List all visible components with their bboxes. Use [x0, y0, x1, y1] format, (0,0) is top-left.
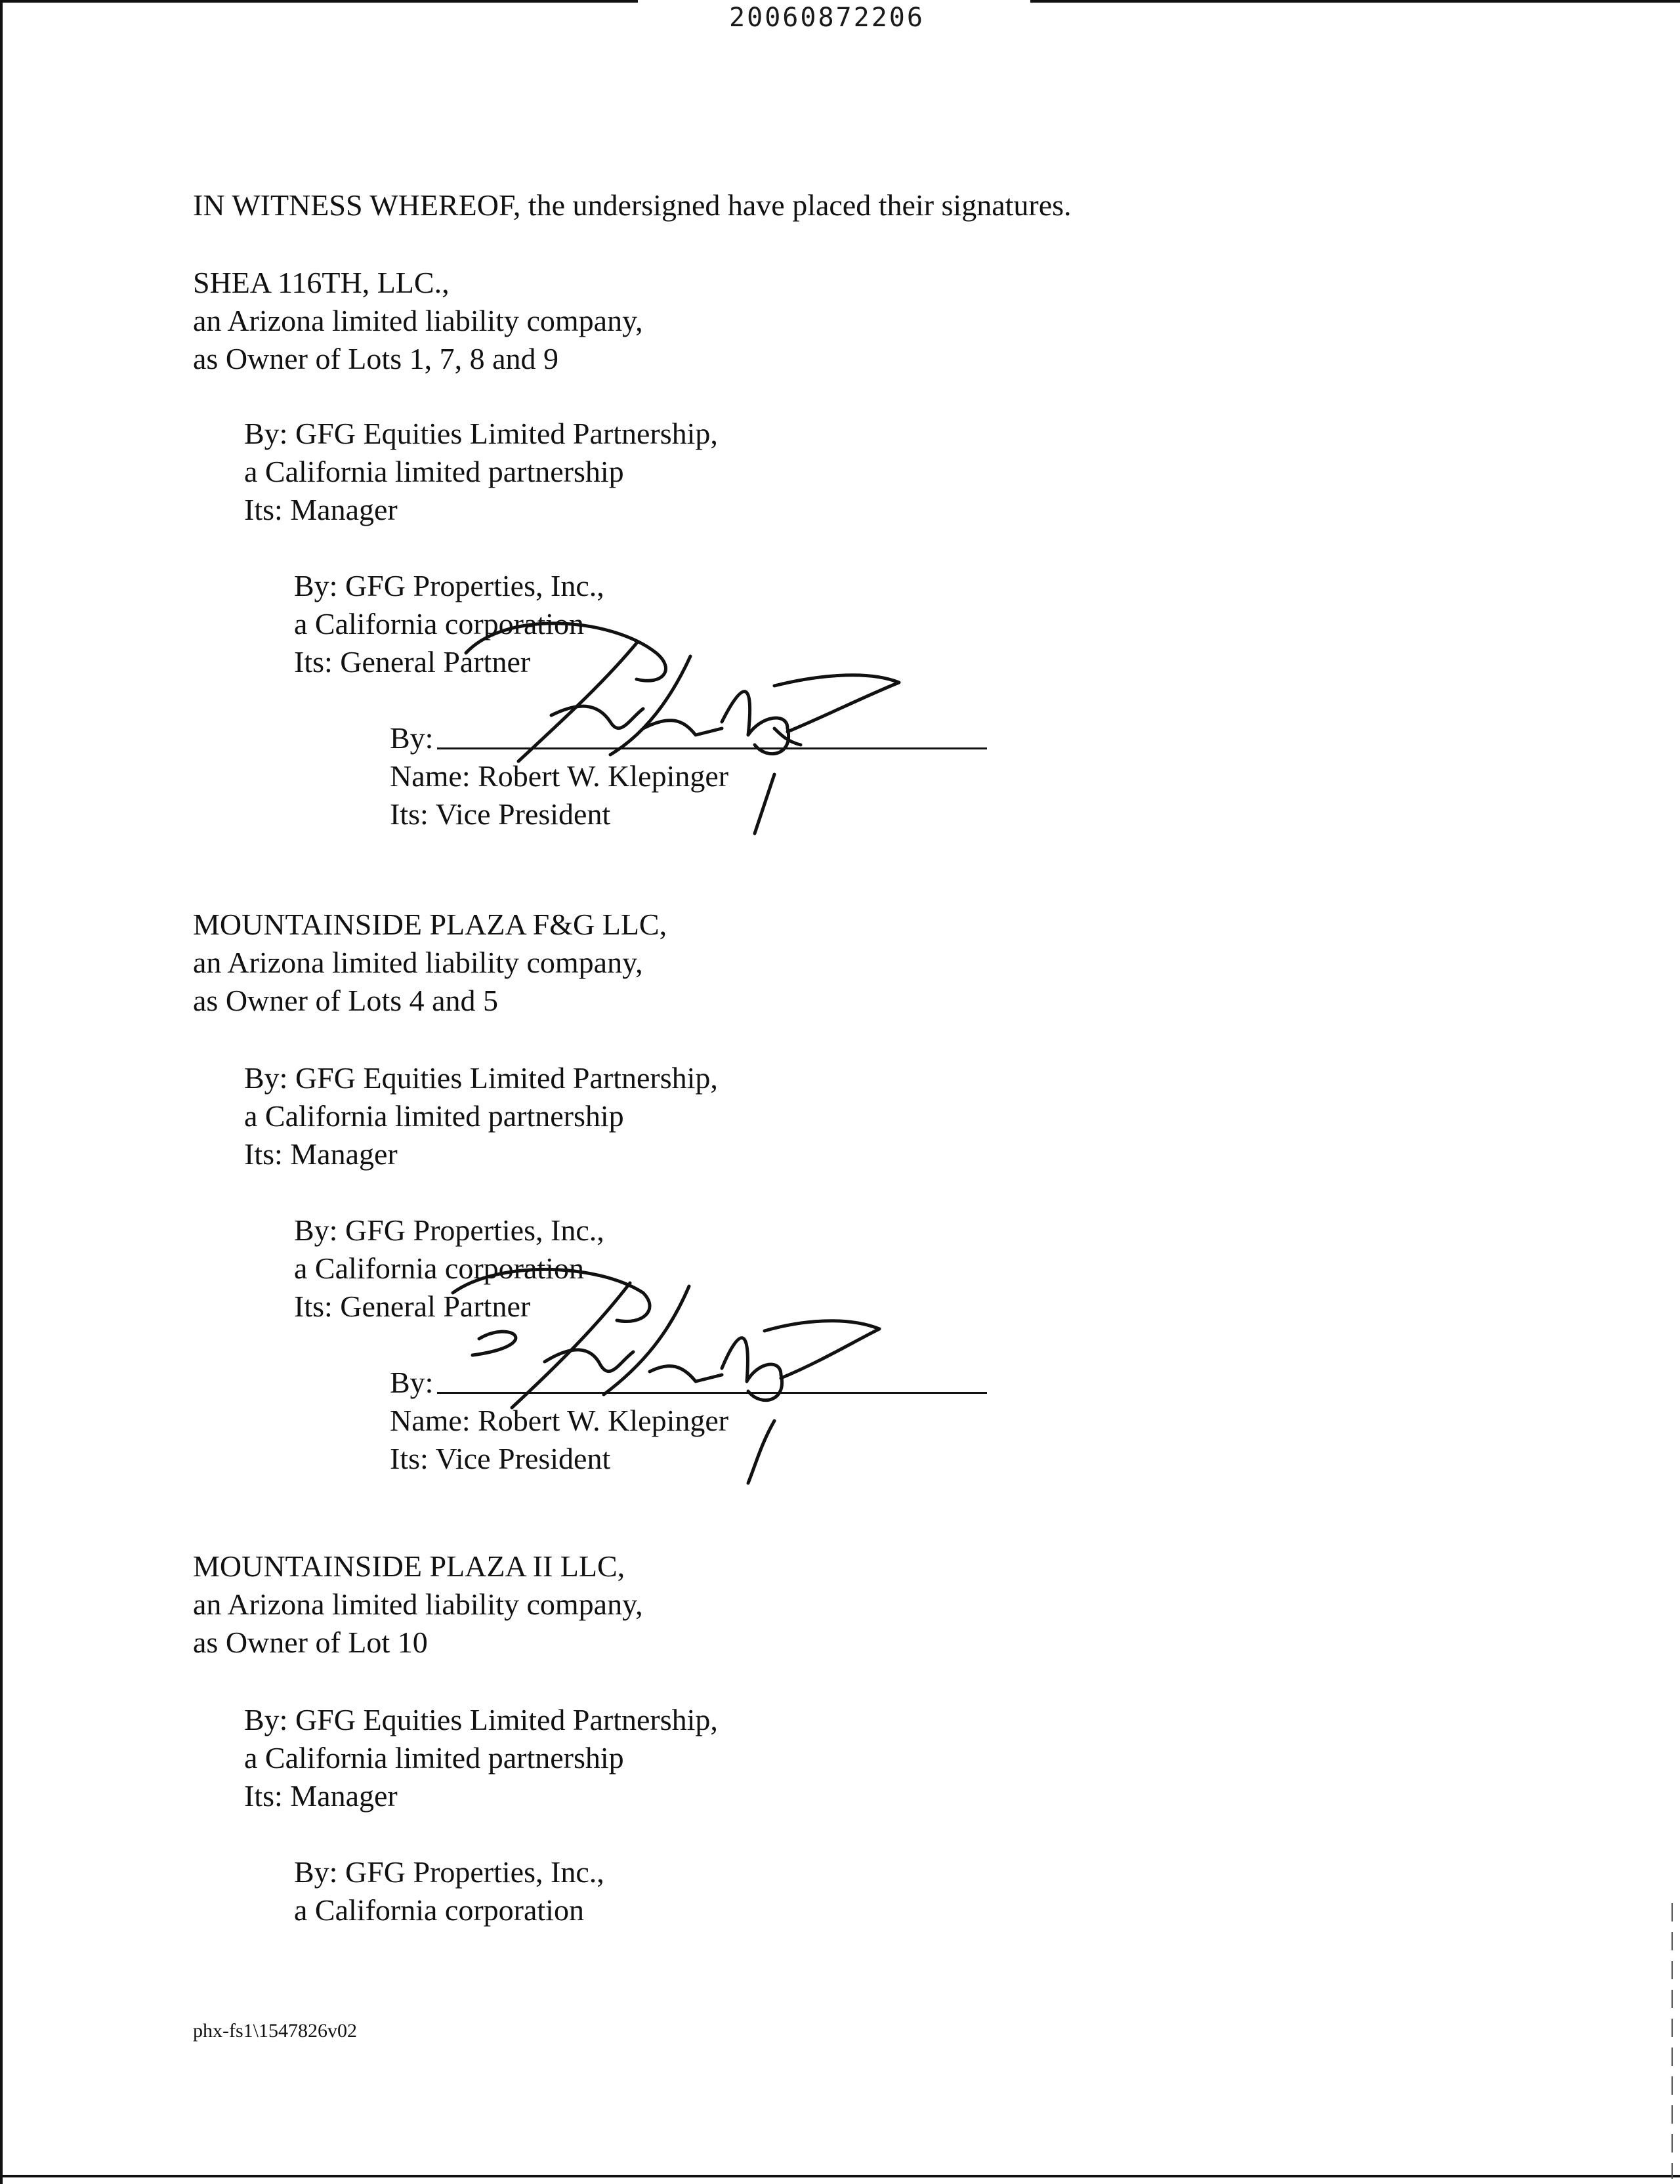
- scan-border-right: [1671, 1903, 1673, 2179]
- corporation-its: Its: General Partner: [294, 1290, 531, 1323]
- signer-name: Name: Robert W. Klepinger: [390, 759, 729, 793]
- corporation-its: Its: General Partner: [294, 645, 531, 679]
- signer-name: Name: Robert W. Klepinger: [390, 1404, 729, 1437]
- partnership-its: Its: Manager: [244, 1779, 398, 1813]
- by-partnership: By: GFG Equities Limited Partnership,: [244, 1703, 718, 1736]
- partnership-type: a California limited partnership: [244, 1099, 624, 1133]
- signer-title: Its: Vice President: [390, 1442, 611, 1475]
- by-corporation: By: GFG Properties, Inc.,: [294, 1213, 604, 1247]
- partnership-its: Its: Manager: [244, 493, 398, 526]
- entity-name: SHEA 116TH, LLC.,: [193, 266, 450, 299]
- entity-role: as Owner of Lots 4 and 5: [193, 984, 499, 1017]
- entity-role: as Owner of Lots 1, 7, 8 and 9: [193, 342, 559, 375]
- by-partnership: By: GFG Equities Limited Partnership,: [244, 1061, 718, 1095]
- signature-by-label: By:: [390, 721, 434, 755]
- signer-title: Its: Vice President: [390, 797, 611, 831]
- recording-number: 20060872206: [729, 3, 925, 33]
- document-footer-id: phx-fs1\1547826v02: [193, 2020, 357, 2042]
- entity-name: MOUNTAINSIDE PLAZA F&G LLC,: [193, 908, 667, 941]
- signature-by-label: By:: [390, 1366, 434, 1399]
- entity-type: an Arizona limited liability company,: [193, 946, 643, 979]
- entity-type: an Arizona limited liability company,: [193, 304, 643, 337]
- by-corporation: By: GFG Properties, Inc.,: [294, 569, 604, 602]
- entity-type: an Arizona limited liability company,: [193, 1587, 643, 1621]
- witness-statement: IN WITNESS WHEREOF, the undersigned have placed their signatures.: [193, 188, 1072, 222]
- partnership-type: a California limited partnership: [244, 455, 624, 488]
- by-partnership: By: GFG Equities Limited Partnership,: [244, 417, 718, 450]
- corporation-type: a California corporation: [294, 1893, 584, 1927]
- corporation-type: a California corporation: [294, 607, 584, 640]
- handwritten-signature: [433, 1247, 906, 1490]
- by-corporation: By: GFG Properties, Inc.,: [294, 1855, 604, 1889]
- partnership-its: Its: Manager: [244, 1137, 398, 1171]
- partnership-type: a California limited partnership: [244, 1741, 624, 1774]
- scan-border-bottom: [0, 2175, 1680, 2177]
- entity-role: as Owner of Lot 10: [193, 1626, 428, 1659]
- corporation-type: a California corporation: [294, 1251, 584, 1285]
- scan-border-left: [0, 0, 3, 2184]
- entity-name: MOUNTAINSIDE PLAZA II LLC,: [193, 1549, 625, 1583]
- handwritten-signature: [446, 604, 919, 840]
